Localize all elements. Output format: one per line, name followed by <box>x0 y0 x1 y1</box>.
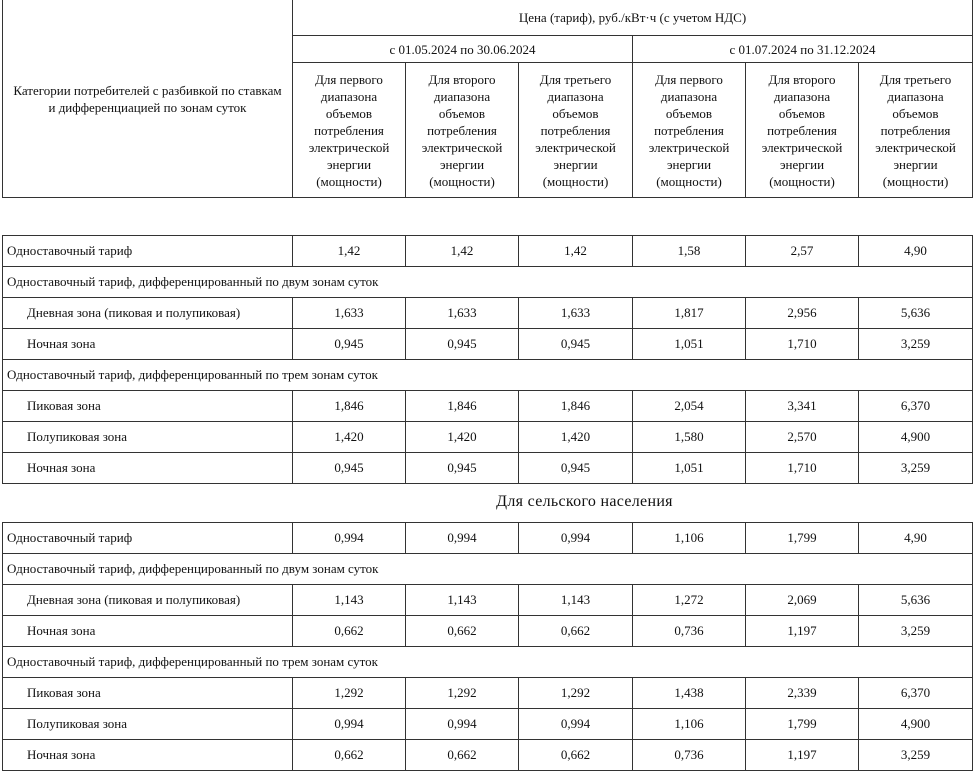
section-label: Одноставочный тариф, дифференцированный по трем зонам суток <box>3 647 973 678</box>
category-header: Категории потребителей с разбивкой по ставкам и дифференциацией по зонам суток <box>3 0 293 198</box>
row-label: Ночная зона <box>3 740 293 771</box>
tariff-value: 1,710 <box>746 329 859 360</box>
tariff-value: 3,259 <box>859 329 973 360</box>
table-row <box>3 391 973 422</box>
section-label: Одноставочный тариф, дифференцированный по двум зонам суток <box>3 554 973 585</box>
tariff-value: 1,143 <box>406 585 519 616</box>
tariff-value: 1,633 <box>406 298 519 329</box>
tariff-value: 0,994 <box>406 709 519 740</box>
urban-tariff-table <box>2 235 973 484</box>
tariff-value: 1,197 <box>746 616 859 647</box>
tariff-value: 1,633 <box>519 298 633 329</box>
tariff-value: 3,259 <box>859 616 973 647</box>
range-header: Для второго диапазона объемов потребления электрической энергии (мощности) <box>406 63 519 198</box>
table-row <box>3 298 973 329</box>
table-row <box>3 678 973 709</box>
section-row <box>3 267 973 298</box>
tariff-value: 1,817 <box>633 298 746 329</box>
tariff-value: 5,636 <box>859 585 973 616</box>
section-row <box>3 360 973 391</box>
row-label: Полупиковая зона <box>3 422 293 453</box>
section-label: Одноставочный тариф, дифференцированный по трем зонам суток <box>3 360 973 391</box>
range-header: Для третьего диапазона объемов потребления электрической энергии (мощности) <box>519 63 633 198</box>
tariff-value: 3,341 <box>746 391 859 422</box>
tariff-value: 2,054 <box>633 391 746 422</box>
rural-tariff-table <box>2 522 973 771</box>
tariff-value: 2,57 <box>746 236 859 267</box>
tariff-value: 1,438 <box>633 678 746 709</box>
range-header: Для третьего диапазона объемов потребления электрической энергии (мощности) <box>859 63 973 198</box>
tariff-value: 4,90 <box>859 523 973 554</box>
row-label: Ночная зона <box>3 616 293 647</box>
tariff-value: 0,994 <box>519 709 633 740</box>
tariff-value: 0,945 <box>293 453 406 484</box>
tariff-value: 1,272 <box>633 585 746 616</box>
tariff-value: 0,994 <box>519 523 633 554</box>
tariff-value: 1,292 <box>406 678 519 709</box>
tariff-value: 1,799 <box>746 523 859 554</box>
header-table <box>2 0 973 198</box>
tariff-value: 1,42 <box>519 236 633 267</box>
range-header: Для второго диапазона объемов потребления электрической энергии (мощности) <box>746 63 859 198</box>
range-header: Для первого диапазона объемов потребления электрической энергии (мощности) <box>633 63 746 198</box>
tariff-value: 0,994 <box>293 523 406 554</box>
tariff-value: 1,420 <box>406 422 519 453</box>
row-label: Ночная зона <box>3 453 293 484</box>
tariff-value: 1,051 <box>633 329 746 360</box>
tariff-value: 0,994 <box>406 523 519 554</box>
row-label: Одноставочный тариф <box>3 523 293 554</box>
tariff-value: 1,846 <box>293 391 406 422</box>
tariff-value: 2,339 <box>746 678 859 709</box>
tariff-value: 5,636 <box>859 298 973 329</box>
tariff-value: 1,799 <box>746 709 859 740</box>
row-label: Пиковая зона <box>3 391 293 422</box>
tariff-value: 1,710 <box>746 453 859 484</box>
row-label: Дневная зона (пиковая и полупиковая) <box>3 585 293 616</box>
table-row <box>3 616 973 647</box>
tariff-value: 0,945 <box>519 329 633 360</box>
section-label: Одноставочный тариф, дифференцированный по двум зонам суток <box>3 267 973 298</box>
tariff-value: 6,370 <box>859 391 973 422</box>
tariff-value: 1,846 <box>406 391 519 422</box>
tariff-value: 1,292 <box>293 678 406 709</box>
tariff-value: 1,420 <box>293 422 406 453</box>
table-row <box>3 523 973 554</box>
tariff-value: 0,945 <box>406 329 519 360</box>
table-row <box>3 740 973 771</box>
row-label: Дневная зона (пиковая и полупиковая) <box>3 298 293 329</box>
row-label: Пиковая зона <box>3 678 293 709</box>
section-row <box>3 554 973 585</box>
tariff-value: 0,736 <box>633 740 746 771</box>
tariff-value: 1,197 <box>746 740 859 771</box>
tariff-value: 1,420 <box>519 422 633 453</box>
tariff-value: 0,736 <box>633 616 746 647</box>
tariff-value: 0,662 <box>293 616 406 647</box>
rural-section-title: Для сельского населения <box>496 493 673 510</box>
tariff-value: 2,570 <box>746 422 859 453</box>
table-row <box>3 709 973 740</box>
tariff-value: 1,846 <box>519 391 633 422</box>
tariff-value: 3,259 <box>859 740 973 771</box>
tariff-value: 1,580 <box>633 422 746 453</box>
tariff-value: 0,994 <box>293 709 406 740</box>
table-row <box>3 329 973 360</box>
tariff-value: 0,945 <box>519 453 633 484</box>
table-row <box>3 453 973 484</box>
row-label: Полупиковая зона <box>3 709 293 740</box>
row-label: Ночная зона <box>3 329 293 360</box>
tariff-value: 0,662 <box>519 740 633 771</box>
tariff-value: 1,292 <box>519 678 633 709</box>
price-header: Цена (тариф), руб./кВт·ч (с учетом НДС) <box>293 0 973 36</box>
tariff-value: 4,900 <box>859 709 973 740</box>
tariff-value: 1,051 <box>633 453 746 484</box>
table-row <box>3 422 973 453</box>
tariff-value: 0,662 <box>293 740 406 771</box>
period-header-1: с 01.05.2024 по 30.06.2024 <box>293 36 633 63</box>
tariff-value: 0,662 <box>406 740 519 771</box>
tariff-value: 1,633 <box>293 298 406 329</box>
tariff-value: 1,143 <box>519 585 633 616</box>
tariff-value: 1,106 <box>633 523 746 554</box>
tariff-value: 1,42 <box>406 236 519 267</box>
tariff-value: 0,945 <box>406 453 519 484</box>
tariff-value: 1,58 <box>633 236 746 267</box>
tariff-value: 0,662 <box>519 616 633 647</box>
tariff-value: 6,370 <box>859 678 973 709</box>
table-row <box>3 236 973 267</box>
tariff-value: 1,106 <box>633 709 746 740</box>
table-row <box>3 585 973 616</box>
tariff-value: 4,90 <box>859 236 973 267</box>
tariff-value: 4,900 <box>859 422 973 453</box>
period-header-2: с 01.07.2024 по 31.12.2024 <box>633 36 973 63</box>
range-header: Для первого диапазона объемов потребления электрической энергии (мощности) <box>293 63 406 198</box>
tariff-value: 2,069 <box>746 585 859 616</box>
tariff-value: 1,143 <box>293 585 406 616</box>
tariff-value: 2,956 <box>746 298 859 329</box>
row-label: Одноставочный тариф <box>3 236 293 267</box>
section-row <box>3 647 973 678</box>
tariff-value: 3,259 <box>859 453 973 484</box>
tariff-value: 0,662 <box>406 616 519 647</box>
tariff-value: 0,945 <box>293 329 406 360</box>
tariff-value: 1,42 <box>293 236 406 267</box>
